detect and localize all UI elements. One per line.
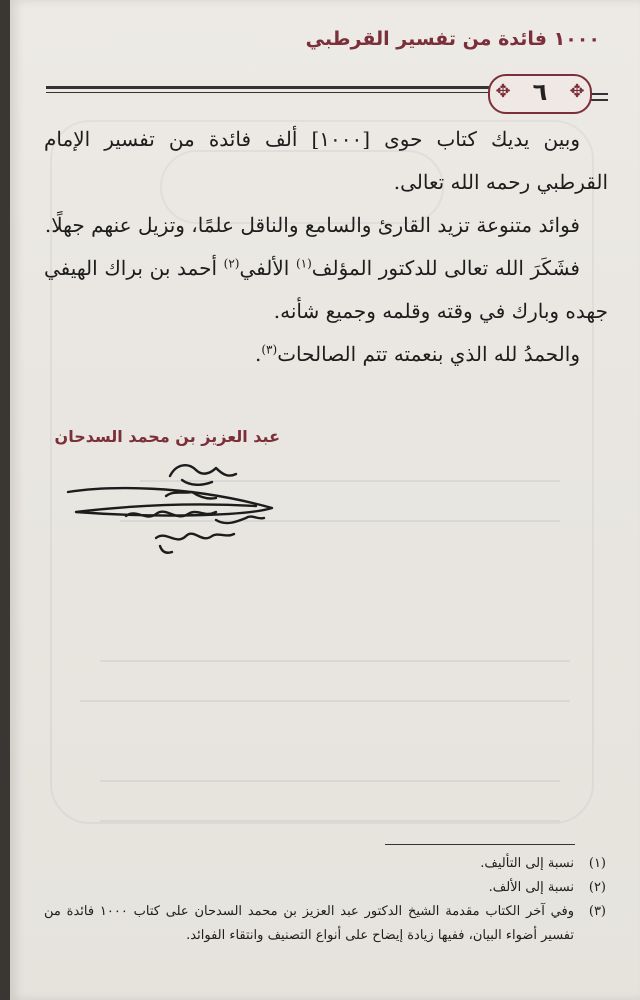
paragraph-text: . — [255, 342, 262, 366]
author-name: عبد العزيز بن محمد السدحان — [54, 427, 280, 446]
header-rule-right-thin — [590, 99, 608, 101]
footnote-marker: (١) — [588, 856, 606, 871]
page-number-frame — [488, 74, 592, 114]
footnote-ref: (١) — [295, 256, 312, 271]
paragraph-text: والحمدُ لله الذي بنعمته تتم الصالحات — [277, 342, 580, 366]
paragraph — [44, 333, 608, 376]
footnote-ref: (٢) — [223, 256, 240, 271]
bleed-through-line — [80, 700, 570, 702]
paragraph-text: الألفي — [239, 256, 296, 280]
footnote — [44, 876, 606, 900]
paragraph-text: فشَكَرَ الله تعالى للدكتور المؤلف — [311, 256, 580, 280]
footnote-marker: (٣) — [588, 904, 606, 919]
bleed-through-line — [100, 820, 560, 822]
book-page — [10, 0, 640, 1000]
header-rule-right — [590, 93, 608, 95]
body-text — [44, 118, 608, 376]
paragraph: فوائد متنوعة تزيد القارئ والسامع والناقل علمًا، وتزيل عنهم جهلًا. — [44, 213, 580, 237]
header-rule-thin — [46, 92, 558, 93]
ornament-icon: ✥ — [569, 81, 585, 102]
footnote-text: نسبة إلى التأليف. — [480, 856, 574, 871]
footnote-text: وفي آخر الكتاب مقدمة الشيخ الدكتور عبد العزيز بن محمد السدحان على كتاب ١٠٠٠ فائدة من تفسير أضواء البيان، ففيها زيادة إيضاح على أنواع التصنيف وانتقاء الفوائد. — [44, 904, 574, 943]
paragraph — [44, 247, 608, 333]
footnote-ref: (٣) — [261, 342, 278, 357]
footnote — [44, 852, 606, 876]
running-title: ١٠٠٠ فائدة من تفسير القرطبي — [305, 28, 600, 50]
paragraph-text: أحمد بن براك الهيفي جهده وبارك في وقته وقلمه وجميع شأنه. — [44, 256, 608, 323]
footnotes — [44, 852, 606, 948]
bleed-through-line — [100, 660, 570, 662]
ornament-icon: ✥ — [495, 81, 511, 102]
page-number: ٦ — [532, 78, 548, 106]
handwritten-signature — [66, 456, 276, 566]
footnote-separator — [385, 844, 575, 845]
bleed-through-line — [100, 780, 560, 782]
header-rule — [46, 86, 558, 89]
footnote — [44, 900, 606, 948]
footnote-marker: (٢) — [588, 880, 606, 895]
paragraph: وبين يديك كتاب حوى [١٠٠٠] ألف فائدة من تفسير الإمام القرطبي رحمه الله تعالى. — [44, 127, 608, 194]
footnote-text: نسبة إلى الألف. — [488, 880, 574, 895]
